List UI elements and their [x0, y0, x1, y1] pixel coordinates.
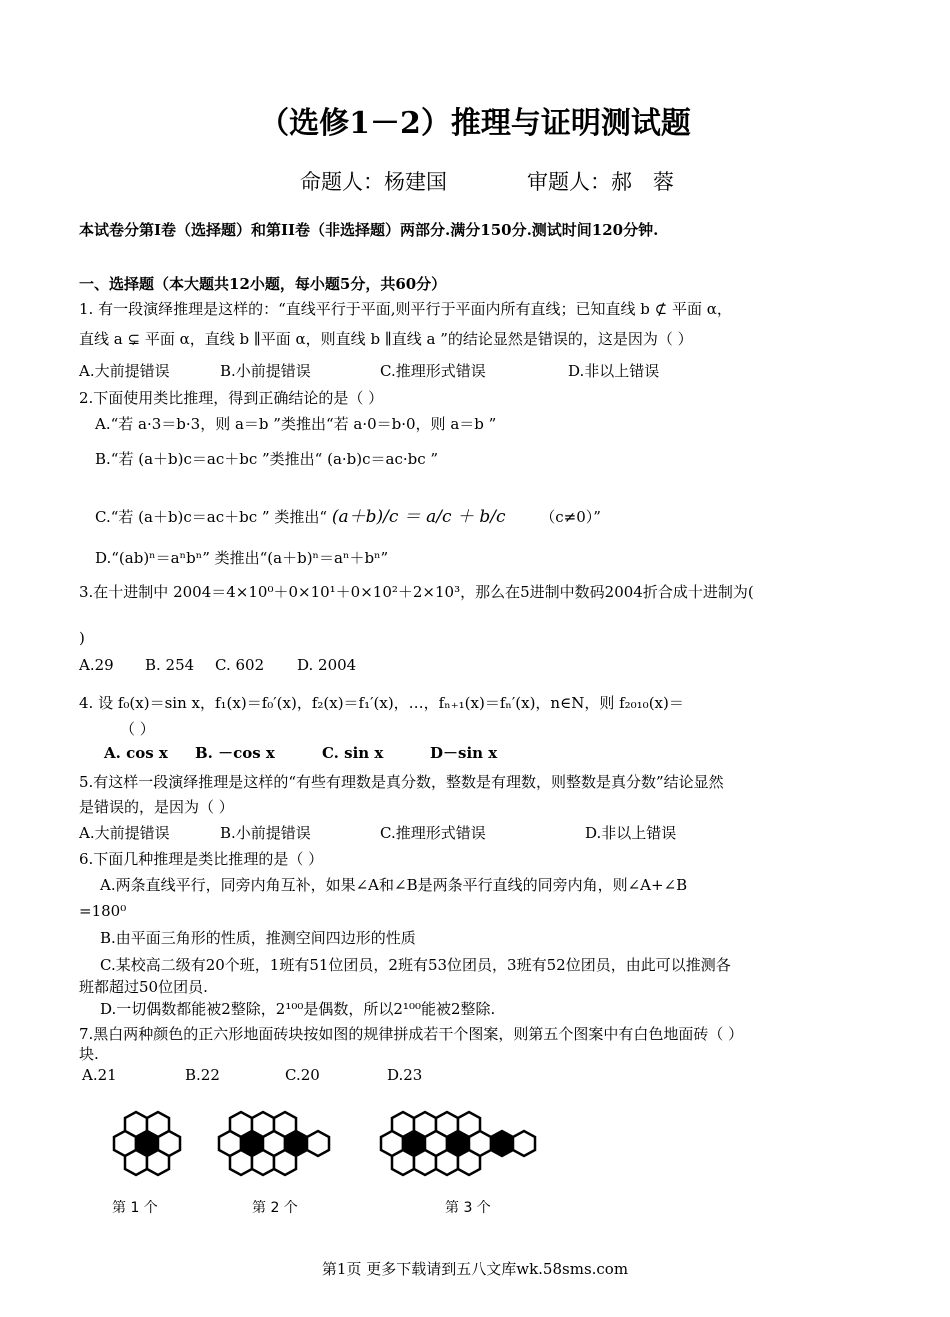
q7-option-b: B.22 — [185, 1066, 220, 1084]
q1-option-d: D.非以上错误 — [568, 362, 660, 380]
q4-paren: （ ） — [120, 720, 155, 738]
q7-option-a: A.21 — [82, 1066, 117, 1084]
q1-line1: 1. 有一段演绎推理是这样的：“直线平行于平面,则平行于平面内所有直线；已知直线 b ⊄ 平面 α， — [79, 300, 732, 318]
q5-option-c: C.推理形式错误 — [380, 824, 486, 842]
figure-label-2: 第 2 个 — [252, 1200, 298, 1216]
q4-line: 4. 设 f₀(x)＝sin x，f₁(x)＝f₀′(x)，f₂(x)＝f₁′(x)，…，fₙ₊₁(x)＝fₙ′(x)，n∈N，则 f₂₀₁₀(x)＝ — [79, 694, 684, 712]
q2-option-d: D.“(ab)ⁿ＝aⁿbⁿ” 类推出“(a＋b)ⁿ＝aⁿ＋bⁿ” — [95, 549, 389, 567]
q3-option-c: C. 602 — [215, 656, 265, 674]
q2-option-b: B.“若 (a＋b)c＝ac＋bc ”类推出“ (a·b)c＝ac·bc ” — [95, 450, 439, 468]
page-title: （选修1－2）推理与证明测试题 — [259, 106, 691, 141]
section-heading: 一、选择题（本大题共12小题，每小题5分，共60分） — [79, 275, 447, 293]
q6-stem: 6.下面几种推理是类比推理的是（ ） — [79, 850, 324, 868]
q7-option-c: C.20 — [285, 1066, 320, 1084]
q3-option-a: A.29 — [79, 656, 114, 674]
q4-option-d: D－sin x — [430, 744, 498, 762]
q4-option-c: C. sin x — [322, 744, 384, 762]
hexagon-pattern-figure — [90, 1100, 570, 1225]
q5-line1: 5.有这样一段演绎推理是这样的“有些有理数是真分数，整数是有理数，则整数是真分数”结论显然 — [79, 773, 724, 791]
setter: 命题人：杨建国 — [300, 170, 447, 194]
q1-option-c: C.推理形式错误 — [380, 362, 486, 380]
authors — [300, 166, 674, 196]
q6-option-a-line2: =180⁰ — [79, 902, 127, 920]
q5-option-b: B.小前提错误 — [220, 824, 311, 842]
q2-option-c — [95, 506, 601, 528]
q2-stem: 2.下面使用类比推理，得到正确结论的是（ ） — [79, 389, 384, 407]
q2-c-post: （c≠0）” — [540, 508, 601, 526]
q6-option-a-line1: A.两条直线平行，同旁内角互补，如果∠A和∠B是两条平行直线的同旁内角，则∠A+∠B — [100, 876, 688, 894]
q7-line1: 7.黑白两种颜色的正六形地面砖块按如图的规律拼成若干个图案，则第五个图案中有白色地面砖（ ） — [79, 1025, 744, 1043]
page-footer: 第1页 更多下载请到五八文库wk.58sms.com — [321, 1260, 629, 1278]
q1-option-b: B.小前提错误 — [220, 362, 311, 380]
q6-option-c-line2: 班都超过50位团员. — [79, 978, 208, 996]
q2-option-a: A.“若 a·3＝b·3，则 a＝b ”类推出“若 a·0＝b·0，则 a＝b ” — [95, 415, 497, 433]
pattern-3 — [381, 1112, 535, 1175]
figure-label-3: 第 3 个 — [445, 1200, 491, 1216]
q4-option-a: A. cos x — [104, 744, 168, 762]
q6-option-d: D.一切偶数都能被2整除，2¹⁰⁰是偶数，所以2¹⁰⁰能被2整除. — [100, 1000, 496, 1018]
pattern-2 — [219, 1112, 329, 1175]
figure-label-1: 第 1 个 — [112, 1200, 158, 1216]
q6-option-c-line1: C.某校高二级有20个班，1班有51位团员，2班有53位团员，3班有52位团员，由此可以推测各 — [100, 956, 731, 974]
q1-option-a: A.大前提错误 — [79, 362, 170, 380]
q5-line2: 是错误的，是因为（ ） — [79, 798, 234, 816]
q7-option-d: D.23 — [387, 1066, 423, 1084]
q1-line2: 直线 a ⊊ 平面 α，直线 b ∥平面 α，则直线 b ∥直线 a ”的结论显然是错误的，这是因为（ ） — [79, 330, 693, 348]
q3-line1: 3.在十进制中 2004＝4×10⁰＋0×10¹＋0×10²＋2×10³，那么在5进制中数码2004折合成十进制为( — [79, 583, 754, 601]
q3-option-b: B. 254 — [145, 656, 195, 674]
q6-option-b: B.由平面三角形的性质，推测空间四边形的性质 — [100, 929, 416, 947]
q5-option-a: A.大前提错误 — [79, 824, 170, 842]
pattern-1 — [114, 1112, 180, 1175]
q3-line2: ) — [79, 629, 85, 647]
q3-option-d: D. 2004 — [297, 656, 357, 674]
q7-line2: 块. — [79, 1045, 99, 1063]
q4-option-b: B. －cos x — [195, 744, 275, 762]
reviewer: 审题人：郝 蓉 — [527, 170, 674, 194]
q5-option-d: D.非以上错误 — [585, 824, 677, 842]
q2-c-fraction: (a＋b)/c ＝ a/c ＋ b/c — [331, 507, 506, 527]
exam-intro: 本试卷分第Ⅰ卷（选择题）和第II卷（非选择题）两部分.满分150分.测试时间120分钟. — [79, 221, 659, 239]
q2-c-pre: C.“若 (a＋b)c＝ac＋bc ” 类推出“ — [95, 508, 328, 526]
